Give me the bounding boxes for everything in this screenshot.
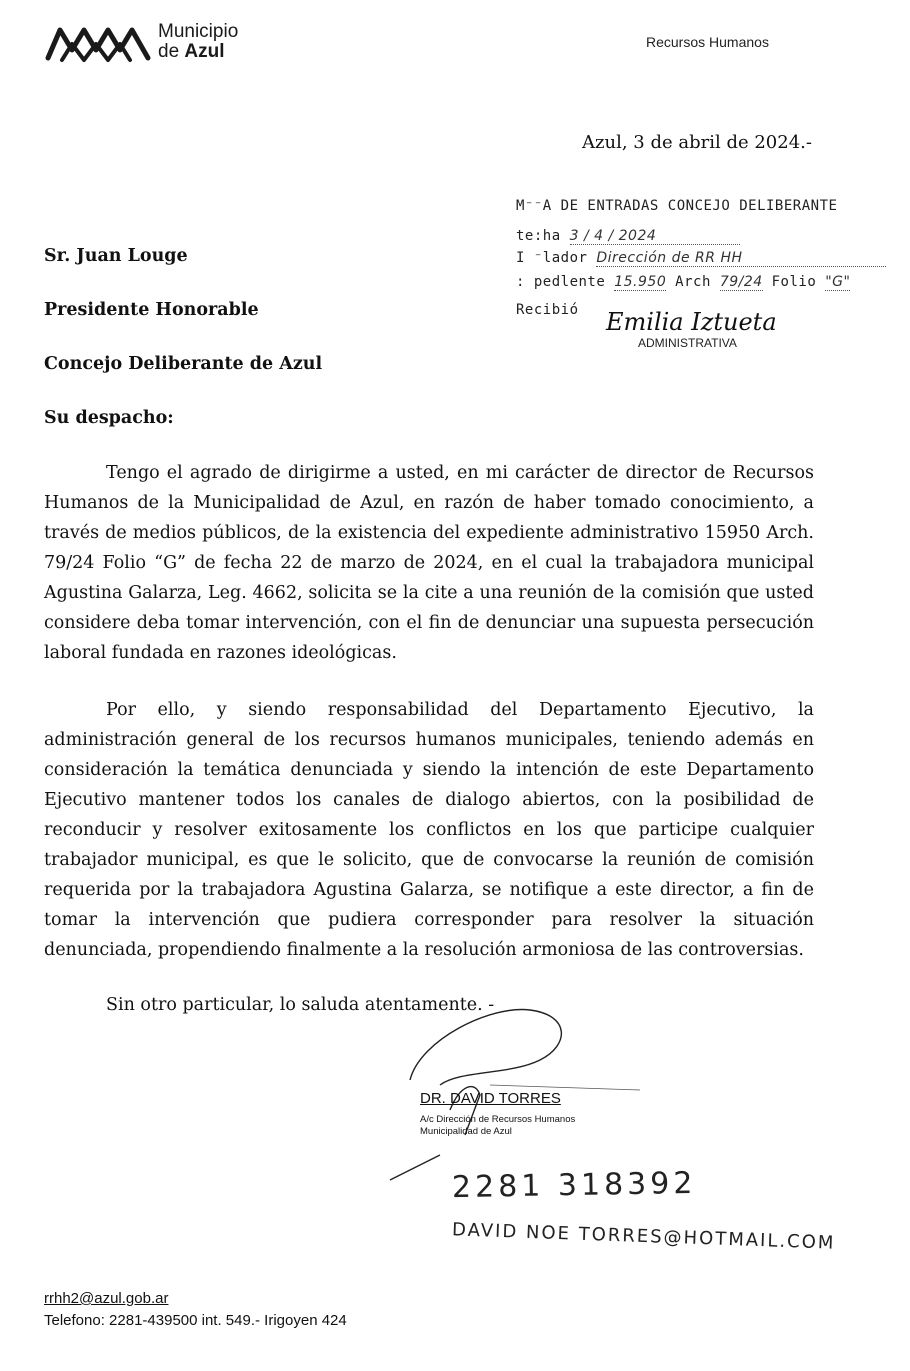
department-label: Recursos Humanos: [646, 34, 769, 50]
footer-email[interactable]: [44, 1290, 168, 1307]
stamp-title: M⁻⁻A DE ENTRADAS CONCEJO DELIBERANTE: [516, 198, 838, 214]
director-signature-icon: [380, 985, 640, 1185]
logo-text: [158, 22, 238, 62]
addressee-name: Sr. Juan Louge: [44, 246, 188, 266]
body-paragraph-2: Por ello, y siendo responsabilidad del Departamento Ejecutivo, la administración general de los recursos humanos municipales, teniendo además en consideración la temática denunciada y siendo la intención de este Departamento Ejecutivo mantener todos los canales de dialogo abiertos, con la posibilidad de reconducir y resolver exitosamente los conflictos en los que participe cualquier trabajador municipal, es que le solicito, que de convocarse la reunión de comisión requerida por la trabajadora Agustina Galarza, se notifique a este director, a fin de tomar la intervención que pudiera corresponder para resolver la situación denunciada, propendiendo finalmente a la resolución armoniosa de las controversias.: [44, 700, 814, 960]
addressee-body: Concejo Deliberante de Azul: [44, 354, 323, 374]
addressee-dispatch: Su despacho:: [44, 408, 174, 428]
stamp-fecha-label: te:ha: [516, 228, 561, 244]
handwritten-email: DAVID NOE TORRES@HOTMAIL.COM: [451, 1219, 836, 1254]
handwritten-phone: 2281 318392: [451, 1165, 697, 1206]
footer-email-link[interactable]: rrhh2@azul.gob.ar: [44, 1290, 169, 1307]
director-role-line1: A/c Dirección de Recursos Humanos: [420, 1114, 576, 1125]
stamp-folio-value: "G": [825, 274, 851, 290]
body-paragraph-1: Tengo el agrado de dirigirme a usted, en mi carácter de director de Recursos Humanos de la Municipalidad de Azul, en razón de haber tomado conocimiento, a través de medios públicos, de la existencia del expediente administrativo 15950 Arch. 79/24 Folio “G” de fecha 22 de marzo de 2024, en el cual la trabajadora municipal Agustina Galarza, Leg. 4662, solicita se la cite a una reunión de la comisión que usted considere deba tomar intervención, con el fin de denunciar una supuesta persecución laboral fundada en razones ideológicas.: [44, 463, 814, 663]
stamp-recibio-label: Recibió: [516, 302, 579, 318]
stamp-iniciador: [516, 250, 886, 267]
logo-line2: [158, 42, 238, 62]
stamp-fecha-value: 3 / 4 / 2024: [570, 228, 740, 245]
footer-contact: Telefono: 2281-439500 int. 549.- Irigoyen 424: [44, 1312, 347, 1329]
stamp-folio-label: Folio: [771, 274, 817, 290]
stamp-arch-value: 79/24: [719, 274, 763, 290]
receiver-signature: Emilia Iztueta: [606, 308, 777, 336]
addressee-title: Presidente Honorable: [44, 300, 259, 320]
logo-line1: Municipio: [158, 21, 239, 42]
logo-line2-bold: Azul: [184, 41, 225, 62]
stamp-expediente-label: : pedlente: [516, 274, 606, 290]
stamp-arch-label: Arch: [675, 274, 711, 290]
stamp-expediente-value: 15.950: [614, 274, 667, 290]
director-role: [420, 1114, 620, 1138]
logo-line2-prefix: de: [158, 41, 185, 62]
receiver-role: ADMINISTRATIVA: [638, 336, 737, 350]
letter-date: Azul, 3 de abril de 2024.-: [582, 132, 812, 153]
municipio-logo-icon: [44, 20, 154, 66]
stamp-iniciador-label: I ⁻lador: [516, 250, 588, 266]
closing-line: Sin otro particular, lo saluda atentamente. -: [106, 995, 495, 1015]
stamp-expediente: [516, 274, 850, 291]
director-role-line2: Municipalidad de Azul: [420, 1126, 512, 1137]
stamp-fecha: [516, 228, 740, 245]
stamp-iniciador-value: Dirección de RR HH: [596, 250, 886, 267]
director-name: DR. DAVID TORRES: [420, 1090, 561, 1107]
